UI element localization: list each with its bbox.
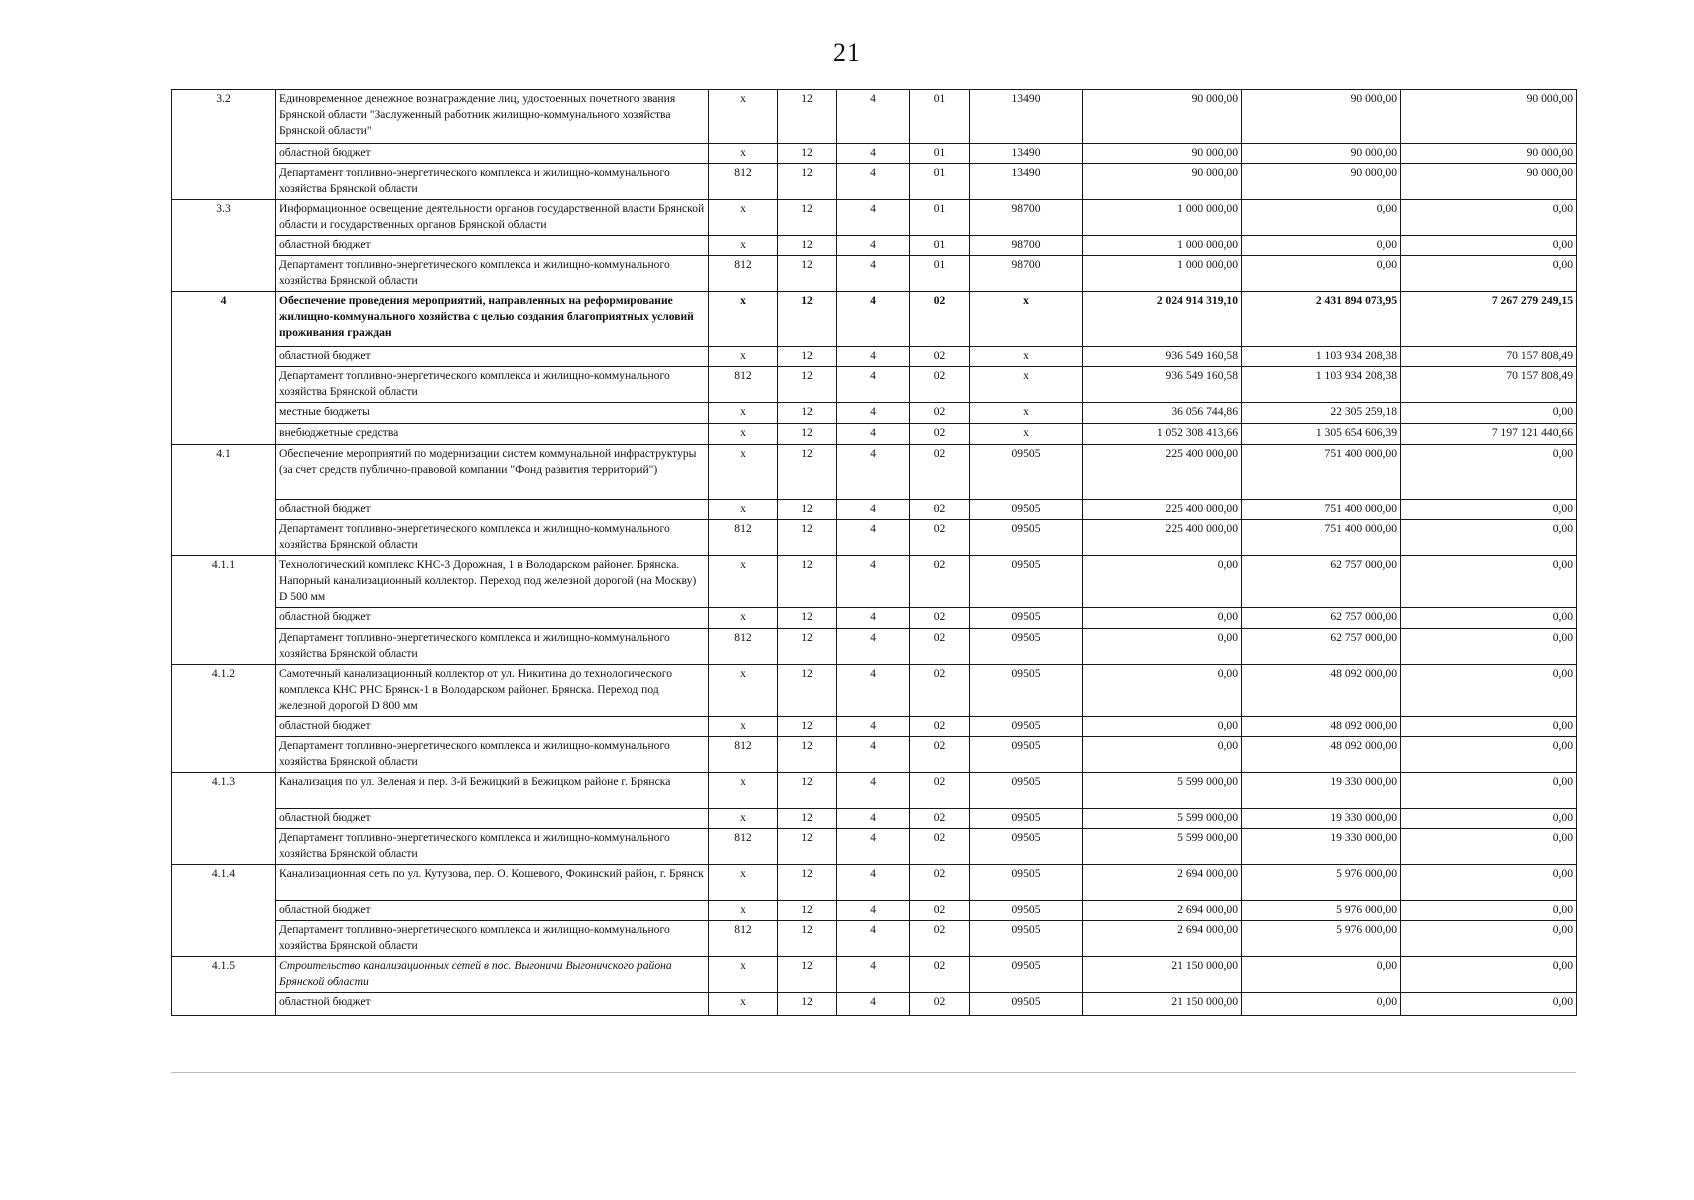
table-row [172, 628, 1577, 664]
program-code-cell: 4 [837, 920, 910, 956]
table-row [172, 992, 1577, 1015]
program-code-cell: 4 [837, 366, 910, 402]
grbs-cell: x [709, 716, 778, 736]
item-number-cell: 4.1.3 [172, 772, 276, 864]
grbs-cell: x [709, 499, 778, 519]
item-number-cell: 4.1.5 [172, 956, 276, 1015]
amount-year2-cell: 0,00 [1242, 956, 1401, 992]
amount-year3-cell: 0,00 [1401, 499, 1577, 519]
section-cell: 12 [778, 920, 837, 956]
program-code-cell: 4 [837, 628, 910, 664]
table-row [172, 772, 1577, 808]
grbs-cell: x [709, 444, 778, 499]
program-code-cell: 4 [837, 607, 910, 628]
section-cell: 12 [778, 628, 837, 664]
program-code-cell: 4 [837, 90, 910, 144]
program-code-cell: 4 [837, 864, 910, 900]
subprogram-code-cell: 02 [910, 366, 970, 402]
description-cell: областной бюджет [276, 607, 709, 628]
amount-year3-cell: 70 157 808,49 [1401, 346, 1577, 366]
subprogram-code-cell: 01 [910, 199, 970, 235]
description-cell: областной бюджет [276, 900, 709, 920]
grbs-cell: x [709, 555, 778, 607]
program-code-cell: 4 [837, 992, 910, 1015]
amount-year2-cell: 751 400 000,00 [1242, 519, 1401, 555]
expense-code-cell: x [970, 423, 1083, 444]
description-cell: областной бюджет [276, 992, 709, 1015]
grbs-cell: x [709, 772, 778, 808]
amount-year1-cell: 2 694 000,00 [1083, 864, 1242, 900]
amount-year1-cell: 225 400 000,00 [1083, 519, 1242, 555]
amount-year2-cell: 62 757 000,00 [1242, 555, 1401, 607]
amount-year1-cell: 936 549 160,58 [1083, 346, 1242, 366]
table-row [172, 255, 1577, 291]
table-row [172, 920, 1577, 956]
amount-year3-cell: 90 000,00 [1401, 90, 1577, 144]
section-cell: 12 [778, 956, 837, 992]
amount-year1-cell: 5 599 000,00 [1083, 828, 1242, 864]
subprogram-code-cell: 02 [910, 736, 970, 772]
amount-year2-cell: 1 103 934 208,38 [1242, 346, 1401, 366]
expense-code-cell: x [970, 291, 1083, 346]
grbs-cell: x [709, 90, 778, 144]
grbs-cell: 812 [709, 163, 778, 199]
grbs-cell: x [709, 607, 778, 628]
amount-year2-cell: 19 330 000,00 [1242, 808, 1401, 828]
amount-year2-cell: 5 976 000,00 [1242, 900, 1401, 920]
subprogram-code-cell: 01 [910, 90, 970, 144]
amount-year1-cell: 1 000 000,00 [1083, 255, 1242, 291]
expense-code-cell: x [970, 402, 1083, 423]
amount-year1-cell: 90 000,00 [1083, 90, 1242, 144]
amount-year2-cell: 19 330 000,00 [1242, 828, 1401, 864]
amount-year2-cell: 0,00 [1242, 235, 1401, 255]
expense-code-cell: 98700 [970, 235, 1083, 255]
amount-year1-cell: 21 150 000,00 [1083, 956, 1242, 992]
amount-year2-cell: 5 976 000,00 [1242, 920, 1401, 956]
subprogram-code-cell: 02 [910, 444, 970, 499]
description-cell: Департамент топливно-энергетического комплекса и жилищно-коммунального хозяйства Брянской области [276, 736, 709, 772]
table-row [172, 555, 1577, 607]
program-code-cell: 4 [837, 519, 910, 555]
expense-code-cell: 09505 [970, 736, 1083, 772]
amount-year2-cell: 22 305 259,18 [1242, 402, 1401, 423]
program-code-cell: 4 [837, 956, 910, 992]
grbs-cell: x [709, 864, 778, 900]
page-number: 21 [833, 38, 861, 67]
table-row [172, 900, 1577, 920]
section-cell: 12 [778, 664, 837, 716]
item-number-cell: 3.2 [172, 90, 276, 200]
description-cell: Департамент топливно-энергетического комплекса и жилищно-коммунального хозяйства Брянской области [276, 628, 709, 664]
table-row [172, 828, 1577, 864]
section-cell: 12 [778, 366, 837, 402]
amount-year2-cell: 751 400 000,00 [1242, 499, 1401, 519]
amount-year1-cell: 0,00 [1083, 736, 1242, 772]
amount-year1-cell: 1 000 000,00 [1083, 199, 1242, 235]
amount-year1-cell: 0,00 [1083, 664, 1242, 716]
grbs-cell: x [709, 664, 778, 716]
budget-table [171, 89, 1577, 1016]
amount-year3-cell: 90 000,00 [1401, 163, 1577, 199]
table-row [172, 163, 1577, 199]
amount-year3-cell: 0,00 [1401, 992, 1577, 1015]
subprogram-code-cell: 01 [910, 163, 970, 199]
program-code-cell: 4 [837, 346, 910, 366]
amount-year1-cell: 0,00 [1083, 555, 1242, 607]
amount-year3-cell: 70 157 808,49 [1401, 366, 1577, 402]
section-cell: 12 [778, 255, 837, 291]
table-row [172, 956, 1577, 992]
table-row [172, 199, 1577, 235]
subprogram-code-cell: 02 [910, 956, 970, 992]
item-number-cell: 4.1.4 [172, 864, 276, 956]
subprogram-code-cell: 02 [910, 828, 970, 864]
description-cell: Самотечный канализационный коллектор от ул. Никитина до технологического комплекса КНС РНС Брянск-1 в Володарском районег. Брянска. Переход под железной дорогой D 800 мм [276, 664, 709, 716]
amount-year3-cell: 0,00 [1401, 199, 1577, 235]
amount-year2-cell: 19 330 000,00 [1242, 772, 1401, 808]
expense-code-cell: 09505 [970, 828, 1083, 864]
expense-code-cell: 09505 [970, 772, 1083, 808]
amount-year3-cell: 0,00 [1401, 235, 1577, 255]
program-code-cell: 4 [837, 555, 910, 607]
table-row [172, 291, 1577, 346]
amount-year3-cell: 0,00 [1401, 555, 1577, 607]
item-number-cell: 4 [172, 291, 276, 444]
amount-year3-cell: 0,00 [1401, 716, 1577, 736]
section-cell: 12 [778, 555, 837, 607]
section-cell: 12 [778, 992, 837, 1015]
table-row [172, 402, 1577, 423]
subprogram-code-cell: 01 [910, 144, 970, 164]
section-cell: 12 [778, 423, 837, 444]
table-row [172, 346, 1577, 366]
subprogram-code-cell: 02 [910, 992, 970, 1015]
subprogram-code-cell: 02 [910, 607, 970, 628]
table-row [172, 808, 1577, 828]
section-cell: 12 [778, 291, 837, 346]
amount-year2-cell: 2 431 894 073,95 [1242, 291, 1401, 346]
expense-code-cell: 09505 [970, 664, 1083, 716]
description-cell: Канализационная сеть по ул. Кутузова, пер. О. Кошевого, Фокинский район, г. Брянск [276, 864, 709, 900]
program-code-cell: 4 [837, 772, 910, 808]
amount-year3-cell: 0,00 [1401, 664, 1577, 716]
program-code-cell: 4 [837, 402, 910, 423]
program-code-cell: 4 [837, 291, 910, 346]
section-cell: 12 [778, 828, 837, 864]
expense-code-cell: 09505 [970, 444, 1083, 499]
subprogram-code-cell: 02 [910, 291, 970, 346]
description-cell: областной бюджет [276, 144, 709, 164]
amount-year2-cell: 5 976 000,00 [1242, 864, 1401, 900]
amount-year1-cell: 2 694 000,00 [1083, 900, 1242, 920]
table-row [172, 519, 1577, 555]
expense-code-cell: 09505 [970, 628, 1083, 664]
amount-year2-cell: 0,00 [1242, 199, 1401, 235]
description-cell: Единовременное денежное вознаграждение лиц, удостоенных почетного звания Брянской области "Заслуженный работник жилищно-коммунального хозяйства Брянской области" [276, 90, 709, 144]
expense-code-cell: 98700 [970, 199, 1083, 235]
program-code-cell: 4 [837, 499, 910, 519]
table-row [172, 736, 1577, 772]
amount-year1-cell: 1 000 000,00 [1083, 235, 1242, 255]
program-code-cell: 4 [837, 900, 910, 920]
section-cell: 12 [778, 402, 837, 423]
amount-year3-cell: 0,00 [1401, 772, 1577, 808]
program-code-cell: 4 [837, 144, 910, 164]
description-cell: Канализация по ул. Зеленая и пер. 3-й Бежицкий в Бежицком районе г. Брянска [276, 772, 709, 808]
budget-table-body [172, 90, 1577, 1016]
program-code-cell: 4 [837, 235, 910, 255]
amount-year3-cell: 0,00 [1401, 444, 1577, 499]
section-cell: 12 [778, 772, 837, 808]
description-cell: областной бюджет [276, 235, 709, 255]
table-row [172, 144, 1577, 164]
grbs-cell: x [709, 291, 778, 346]
program-code-cell: 4 [837, 423, 910, 444]
amount-year1-cell: 0,00 [1083, 716, 1242, 736]
subprogram-code-cell: 02 [910, 864, 970, 900]
subprogram-code-cell: 02 [910, 920, 970, 956]
amount-year3-cell: 0,00 [1401, 255, 1577, 291]
amount-year3-cell: 7 197 121 440,66 [1401, 423, 1577, 444]
expense-code-cell: 09505 [970, 864, 1083, 900]
expense-code-cell: 09505 [970, 992, 1083, 1015]
amount-year2-cell: 62 757 000,00 [1242, 607, 1401, 628]
amount-year1-cell: 5 599 000,00 [1083, 772, 1242, 808]
subprogram-code-cell: 02 [910, 664, 970, 716]
amount-year1-cell: 225 400 000,00 [1083, 444, 1242, 499]
amount-year3-cell: 0,00 [1401, 956, 1577, 992]
table-row [172, 444, 1577, 499]
table-row [172, 716, 1577, 736]
amount-year3-cell: 0,00 [1401, 920, 1577, 956]
amount-year2-cell: 90 000,00 [1242, 144, 1401, 164]
description-cell: внебюджетные средства [276, 423, 709, 444]
subprogram-code-cell: 02 [910, 346, 970, 366]
grbs-cell: x [709, 235, 778, 255]
amount-year1-cell: 36 056 744,86 [1083, 402, 1242, 423]
table-row [172, 366, 1577, 402]
expense-code-cell: 13490 [970, 163, 1083, 199]
amount-year1-cell: 0,00 [1083, 607, 1242, 628]
grbs-cell: 812 [709, 366, 778, 402]
table-row [172, 607, 1577, 628]
subprogram-code-cell: 02 [910, 808, 970, 828]
grbs-cell: 812 [709, 628, 778, 664]
table-row [172, 499, 1577, 519]
grbs-cell: 812 [709, 255, 778, 291]
description-cell: Департамент топливно-энергетического комплекса и жилищно-коммунального хозяйства Брянской области [276, 828, 709, 864]
program-code-cell: 4 [837, 736, 910, 772]
subprogram-code-cell: 02 [910, 628, 970, 664]
grbs-cell: 812 [709, 828, 778, 864]
section-cell: 12 [778, 199, 837, 235]
description-cell: Обеспечение проведения мероприятий, направленных на реформирование жилищно-коммунального хозяйства с целью создания благоприятных условий проживания граждан [276, 291, 709, 346]
grbs-cell: x [709, 956, 778, 992]
subprogram-code-cell: 02 [910, 423, 970, 444]
amount-year2-cell: 62 757 000,00 [1242, 628, 1401, 664]
description-cell: Строительство канализационных сетей в пос. Выгоничи Выгоничского района Брянской области [276, 956, 709, 992]
section-cell: 12 [778, 90, 837, 144]
section-cell: 12 [778, 736, 837, 772]
amount-year1-cell: 2 024 914 319,10 [1083, 291, 1242, 346]
section-cell: 12 [778, 519, 837, 555]
expense-code-cell: 09505 [970, 808, 1083, 828]
grbs-cell: 812 [709, 519, 778, 555]
amount-year3-cell: 0,00 [1401, 900, 1577, 920]
description-cell: Информационное освещение деятельности органов государственной власти Брянской области и государственных органов Брянской области [276, 199, 709, 235]
amount-year2-cell: 48 092 000,00 [1242, 736, 1401, 772]
subprogram-code-cell: 02 [910, 555, 970, 607]
table-row [172, 864, 1577, 900]
program-code-cell: 4 [837, 716, 910, 736]
expense-code-cell: 09505 [970, 956, 1083, 992]
amount-year2-cell: 48 092 000,00 [1242, 664, 1401, 716]
amount-year2-cell: 1 103 934 208,38 [1242, 366, 1401, 402]
description-cell: областной бюджет [276, 346, 709, 366]
amount-year3-cell: 90 000,00 [1401, 144, 1577, 164]
amount-year1-cell: 0,00 [1083, 628, 1242, 664]
grbs-cell: x [709, 346, 778, 366]
subprogram-code-cell: 01 [910, 235, 970, 255]
section-cell: 12 [778, 864, 837, 900]
section-cell: 12 [778, 900, 837, 920]
subprogram-code-cell: 02 [910, 716, 970, 736]
expense-code-cell: 13490 [970, 144, 1083, 164]
subprogram-code-cell: 02 [910, 402, 970, 423]
amount-year1-cell: 2 694 000,00 [1083, 920, 1242, 956]
amount-year1-cell: 21 150 000,00 [1083, 992, 1242, 1015]
amount-year3-cell: 0,00 [1401, 864, 1577, 900]
program-code-cell: 4 [837, 664, 910, 716]
amount-year1-cell: 90 000,00 [1083, 163, 1242, 199]
description-cell: областной бюджет [276, 808, 709, 828]
amount-year3-cell: 7 267 279 249,15 [1401, 291, 1577, 346]
grbs-cell: x [709, 144, 778, 164]
expense-code-cell: 09505 [970, 920, 1083, 956]
expense-code-cell: 13490 [970, 90, 1083, 144]
description-cell: областной бюджет [276, 499, 709, 519]
subprogram-code-cell: 02 [910, 772, 970, 808]
amount-year3-cell: 0,00 [1401, 607, 1577, 628]
section-cell: 12 [778, 716, 837, 736]
section-cell: 12 [778, 346, 837, 366]
description-cell: Технологический комплекс КНС-3 Дорожная, 1 в Володарском районег. Брянска. Напорный канализационный коллектор. Переход под железной дорогой (на Москву) D 500 мм [276, 555, 709, 607]
expense-code-cell: 98700 [970, 255, 1083, 291]
amount-year2-cell: 0,00 [1242, 255, 1401, 291]
description-cell: местные бюджеты [276, 402, 709, 423]
description-cell: Департамент топливно-энергетического комплекса и жилищно-коммунального хозяйства Брянской области [276, 366, 709, 402]
grbs-cell: 812 [709, 736, 778, 772]
subprogram-code-cell: 02 [910, 499, 970, 519]
amount-year1-cell: 225 400 000,00 [1083, 499, 1242, 519]
grbs-cell: x [709, 900, 778, 920]
table-row [172, 423, 1577, 444]
expense-code-cell: 09505 [970, 555, 1083, 607]
section-cell: 12 [778, 607, 837, 628]
amount-year1-cell: 936 549 160,58 [1083, 366, 1242, 402]
description-cell: Департамент топливно-энергетического комплекса и жилищно-коммунального хозяйства Брянской области [276, 920, 709, 956]
description-cell: Обеспечение мероприятий по модернизации систем коммунальной инфраструктуры (за счет средств публично-правовой компании "Фонд развития территорий") [276, 444, 709, 499]
section-cell: 12 [778, 499, 837, 519]
amount-year3-cell: 0,00 [1401, 736, 1577, 772]
item-number-cell: 4.1 [172, 444, 276, 555]
program-code-cell: 4 [837, 163, 910, 199]
section-cell: 12 [778, 163, 837, 199]
scan-edge-line [171, 1072, 1576, 1073]
item-number-cell: 3.3 [172, 199, 276, 291]
expense-code-cell: x [970, 346, 1083, 366]
section-cell: 12 [778, 235, 837, 255]
description-cell: Департамент топливно-энергетического комплекса и жилищно-коммунального хозяйства Брянской области [276, 519, 709, 555]
section-cell: 12 [778, 444, 837, 499]
subprogram-code-cell: 01 [910, 255, 970, 291]
grbs-cell: x [709, 402, 778, 423]
amount-year3-cell: 0,00 [1401, 808, 1577, 828]
amount-year2-cell: 1 305 654 606,39 [1242, 423, 1401, 444]
subprogram-code-cell: 02 [910, 900, 970, 920]
amount-year2-cell: 0,00 [1242, 992, 1401, 1015]
amount-year2-cell: 48 092 000,00 [1242, 716, 1401, 736]
subprogram-code-cell: 02 [910, 519, 970, 555]
table-row [172, 235, 1577, 255]
grbs-cell: 812 [709, 920, 778, 956]
amount-year3-cell: 0,00 [1401, 519, 1577, 555]
expense-code-cell: 09505 [970, 900, 1083, 920]
program-code-cell: 4 [837, 444, 910, 499]
program-code-cell: 4 [837, 828, 910, 864]
program-code-cell: 4 [837, 199, 910, 235]
program-code-cell: 4 [837, 255, 910, 291]
amount-year3-cell: 0,00 [1401, 628, 1577, 664]
amount-year2-cell: 90 000,00 [1242, 163, 1401, 199]
program-code-cell: 4 [837, 808, 910, 828]
grbs-cell: x [709, 808, 778, 828]
amount-year3-cell: 0,00 [1401, 828, 1577, 864]
grbs-cell: x [709, 199, 778, 235]
description-cell: областной бюджет [276, 716, 709, 736]
amount-year1-cell: 90 000,00 [1083, 144, 1242, 164]
table-row [172, 90, 1577, 144]
expense-code-cell: 09505 [970, 519, 1083, 555]
amount-year3-cell: 0,00 [1401, 402, 1577, 423]
grbs-cell: x [709, 992, 778, 1015]
description-cell: Департамент топливно-энергетического комплекса и жилищно-коммунального хозяйства Брянской области [276, 255, 709, 291]
amount-year1-cell: 1 052 308 413,66 [1083, 423, 1242, 444]
item-number-cell: 4.1.1 [172, 555, 276, 664]
expense-code-cell: x [970, 366, 1083, 402]
section-cell: 12 [778, 144, 837, 164]
amount-year2-cell: 751 400 000,00 [1242, 444, 1401, 499]
amount-year2-cell: 90 000,00 [1242, 90, 1401, 144]
amount-year1-cell: 5 599 000,00 [1083, 808, 1242, 828]
expense-code-cell: 09505 [970, 499, 1083, 519]
table-row [172, 664, 1577, 716]
item-number-cell: 4.1.2 [172, 664, 276, 772]
expense-code-cell: 09505 [970, 607, 1083, 628]
section-cell: 12 [778, 808, 837, 828]
expense-code-cell: 09505 [970, 716, 1083, 736]
grbs-cell: x [709, 423, 778, 444]
description-cell: Департамент топливно-энергетического комплекса и жилищно-коммунального хозяйства Брянской области [276, 163, 709, 199]
